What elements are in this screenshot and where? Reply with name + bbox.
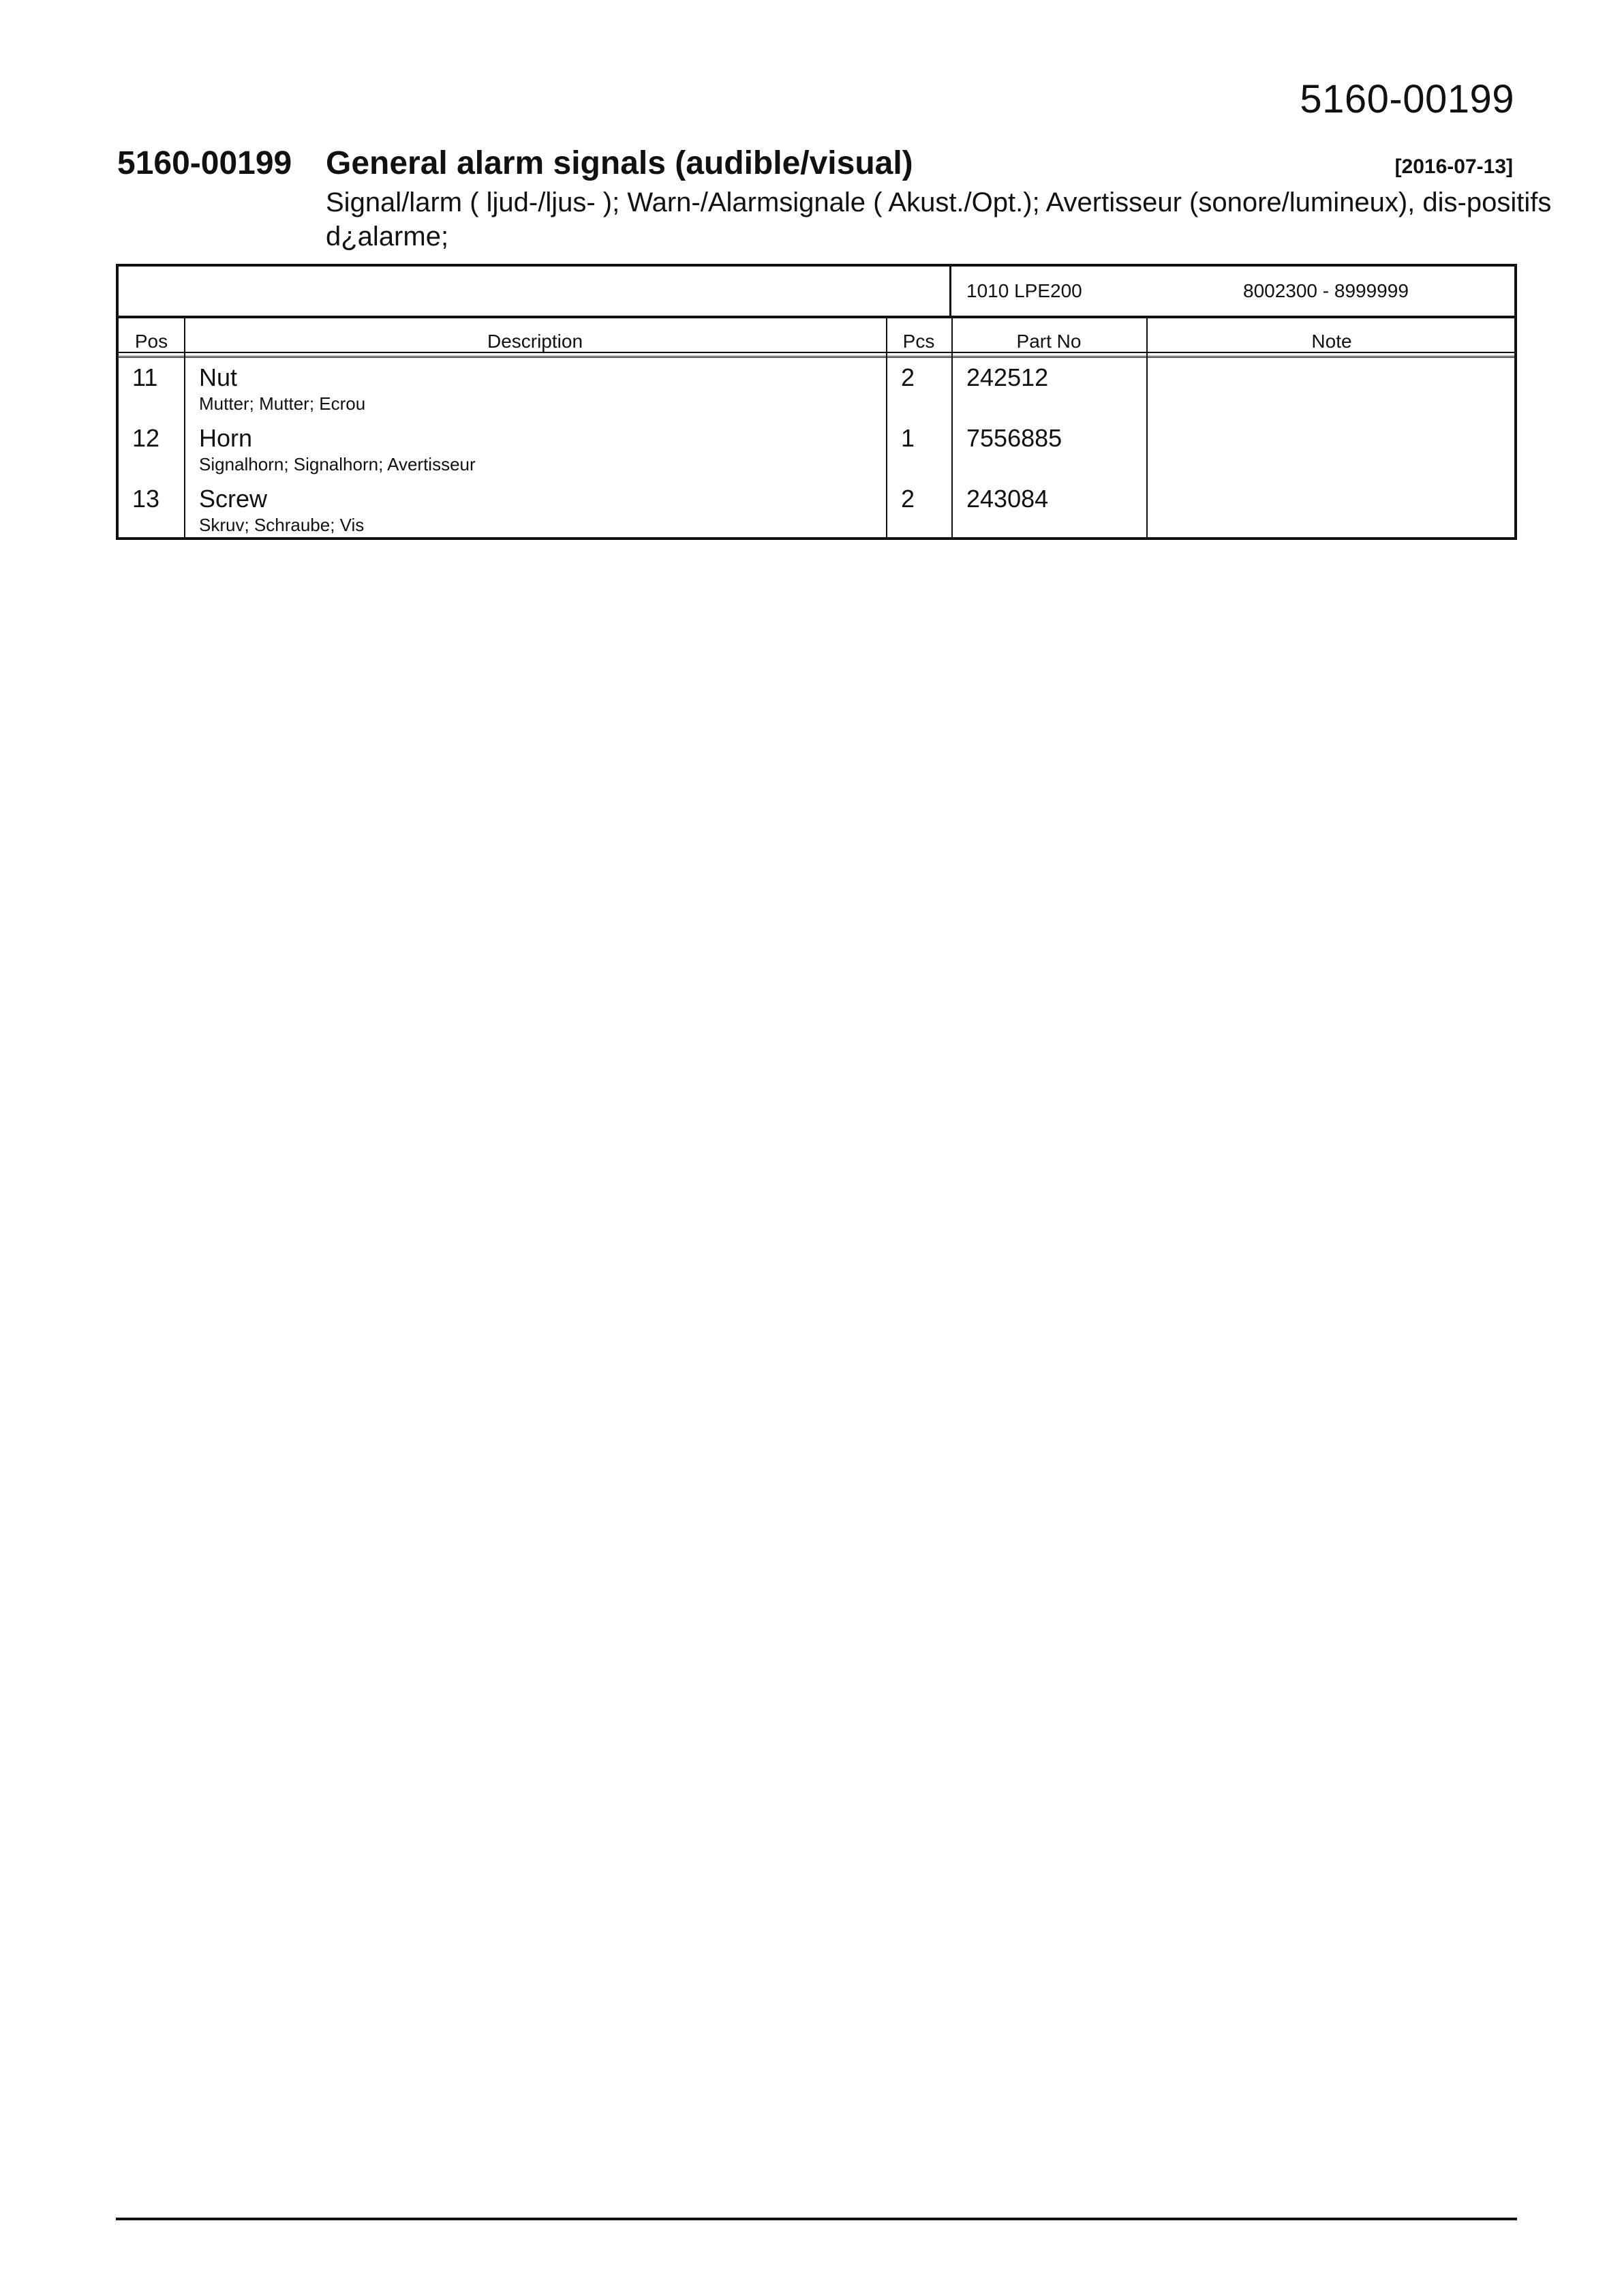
page-number: 5160-00199 [1300, 77, 1514, 121]
row-translations: Mutter; Mutter; Ecrou [199, 393, 366, 414]
row-pcs: 2 [901, 363, 915, 391]
section-code: 5160-00199 [117, 145, 292, 181]
column-header-pcs: Pcs [902, 331, 935, 352]
section-title: General alarm signals (audible/visual) [326, 145, 913, 181]
info-divider [949, 267, 951, 316]
serial-range: 8002300 - 8999999 [1243, 280, 1409, 301]
column-header-row [119, 318, 1514, 358]
row-name: Screw [199, 485, 268, 513]
row-pos: 12 [132, 424, 160, 452]
row-pos: 13 [132, 485, 160, 513]
row-part-no: 7556885 [966, 424, 1062, 452]
footer-rule [116, 2218, 1517, 2220]
row-translations: Signalhorn; Signalhorn; Avertisseur [199, 454, 476, 474]
model-info-row [119, 267, 1514, 318]
column-header-note: Note [1311, 331, 1352, 352]
column-header-pos: Pos [134, 331, 168, 352]
row-part-no: 243084 [966, 485, 1049, 513]
table-row [119, 358, 1514, 419]
row-pcs: 1 [901, 424, 915, 452]
row-name: Nut [199, 363, 238, 391]
section-date: [2016-07-13] [1394, 155, 1513, 178]
parts-table [116, 264, 1517, 540]
row-pos: 11 [132, 363, 158, 391]
table-row [119, 419, 1514, 479]
column-header-description: Description [487, 331, 583, 352]
table-row [119, 479, 1514, 540]
column-header-part-no: Part No [1016, 331, 1082, 352]
section-subtitle: Signal/larm ( ljud-/ljus- ); Warn-/Alarmsignale ( Akust./Opt.); Avertisseur (sonore/lumineux), dis-positifs d¿alarme; [326, 187, 1552, 252]
row-name: Horn [199, 424, 253, 452]
row-translations: Skruv; Schraube; Vis [199, 515, 365, 535]
model-label: 1010 LPE200 [966, 280, 1082, 301]
row-part-no: 242512 [966, 363, 1049, 391]
row-pcs: 2 [901, 485, 915, 513]
